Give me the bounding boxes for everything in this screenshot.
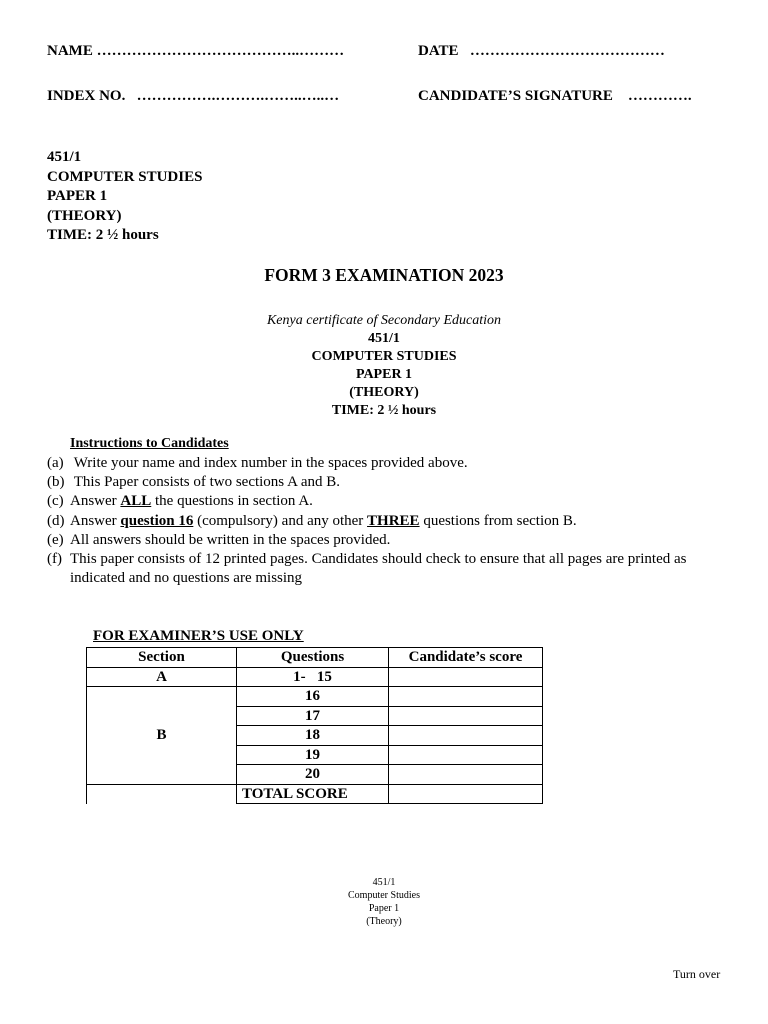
instruction-label: (c) — [47, 493, 64, 510]
sub-paper: PAPER 1 — [355, 367, 413, 382]
signature-label: CANDIDATE’S SIGNATURE — [418, 88, 613, 104]
paper-code: 451/1 — [47, 149, 82, 165]
date-label: DATE — [418, 43, 459, 59]
paper-number: PAPER 1 — [47, 188, 108, 204]
section-a-cell: A — [87, 667, 237, 687]
column-header-section: Section — [87, 648, 237, 668]
examiner-heading: FOR EXAMINER’S USE ONLY — [93, 628, 304, 644]
instruction-pre: Answer — [70, 512, 121, 529]
column-header-score: Candidate’s score — [389, 648, 543, 668]
instruction-post: the questions in section A. — [151, 493, 313, 510]
index-dots[interactable]: …………….……….……..…..… — [136, 88, 340, 104]
total-score-cell[interactable] — [389, 784, 543, 804]
footer-subject: Computer Studies — [348, 890, 420, 901]
page-title: FORM 3 EXAMINATION 2023 — [264, 265, 504, 285]
questions-cell: 20 — [237, 765, 389, 785]
signature-dots[interactable]: …………. — [627, 88, 692, 104]
empty-cell — [87, 784, 237, 804]
score-table — [86, 647, 543, 804]
sub-code: 451/1 — [368, 331, 400, 346]
kcse-line: Kenya certificate of Secondary Education — [266, 313, 502, 328]
instruction-b — [47, 473, 727, 492]
score-cell[interactable] — [389, 667, 543, 687]
instruction-f — [47, 550, 727, 588]
index-label: INDEX NO. — [47, 88, 126, 104]
instruction-text — [70, 512, 727, 531]
sub-type: (THEORY) — [349, 385, 419, 400]
footer-paper: Paper 1 — [368, 903, 400, 914]
footer-code: 451/1 — [372, 877, 396, 888]
score-cell[interactable] — [389, 745, 543, 765]
instruction-emphasis: question 16 — [120, 512, 194, 529]
score-cell[interactable] — [389, 765, 543, 785]
instruction-post: questions from section B. — [419, 512, 577, 529]
sub-info — [0, 312, 768, 420]
instruction-label: (d) — [47, 512, 65, 529]
footer-type: (Theory) — [366, 916, 402, 927]
instruction-text: This paper consists of 12 printed pages. Candidates should check to ensure that all pages are printed as indicated and no questions are missing — [70, 551, 687, 587]
table-header-row — [87, 648, 543, 668]
name-line — [47, 43, 344, 60]
instruction-text — [70, 492, 727, 511]
turn-over-note: Turn over — [673, 967, 721, 981]
name-dots[interactable]: …………………………………..……… — [96, 43, 345, 59]
questions-cell: 1- 15 — [237, 667, 389, 687]
index-line — [47, 88, 339, 105]
paper-info — [47, 148, 202, 246]
instruction-text: All answers should be written in the spaces provided. — [70, 531, 391, 548]
questions-cell: 17 — [237, 706, 389, 726]
name-label: NAME — [47, 43, 93, 59]
instruction-c — [47, 492, 727, 511]
signature-line — [418, 88, 692, 105]
score-cell[interactable] — [389, 687, 543, 707]
score-cell[interactable] — [389, 726, 543, 746]
instructions-list — [47, 454, 727, 588]
questions-cell: 18 — [237, 726, 389, 746]
table-row — [87, 667, 543, 687]
table-row — [87, 687, 543, 707]
date-dots[interactable]: ………………………………… — [469, 43, 665, 59]
table-row-total — [87, 784, 543, 804]
instruction-text: Write your name and index number in the spaces provided above. — [70, 455, 468, 471]
instructions-heading: Instructions to Candidates — [70, 436, 229, 451]
instruction-label: (a) — [47, 455, 64, 471]
page-footer — [0, 876, 768, 928]
paper-subject: COMPUTER STUDIES — [47, 168, 203, 185]
total-label-cell: TOTAL SCORE — [237, 784, 389, 804]
instruction-text: This Paper consists of two sections A and B. — [70, 474, 340, 491]
questions-cell: 16 — [237, 687, 389, 707]
instruction-emphasis: THREE — [367, 512, 420, 529]
sub-subject: COMPUTER STUDIES — [311, 349, 457, 364]
instruction-label: (f) — [47, 551, 62, 568]
instruction-label: (b) — [47, 474, 65, 491]
instruction-pre: Answer — [70, 493, 121, 510]
questions-cell: 19 — [237, 745, 389, 765]
instruction-emphasis: ALL — [120, 493, 152, 510]
paper-type: (THEORY) — [47, 207, 122, 224]
instruction-mid: (compulsory) and any other — [193, 512, 368, 529]
column-header-questions: Questions — [237, 648, 389, 668]
score-cell[interactable] — [389, 706, 543, 726]
instruction-e — [47, 531, 727, 550]
instruction-a — [47, 454, 727, 473]
section-b-cell: B — [87, 687, 237, 785]
sub-time: TIME: 2 ½ hours — [331, 403, 437, 418]
paper-time: TIME: 2 ½ hours — [47, 227, 159, 243]
date-line — [418, 43, 665, 60]
instruction-d — [47, 512, 727, 531]
instruction-label: (e) — [47, 531, 64, 548]
